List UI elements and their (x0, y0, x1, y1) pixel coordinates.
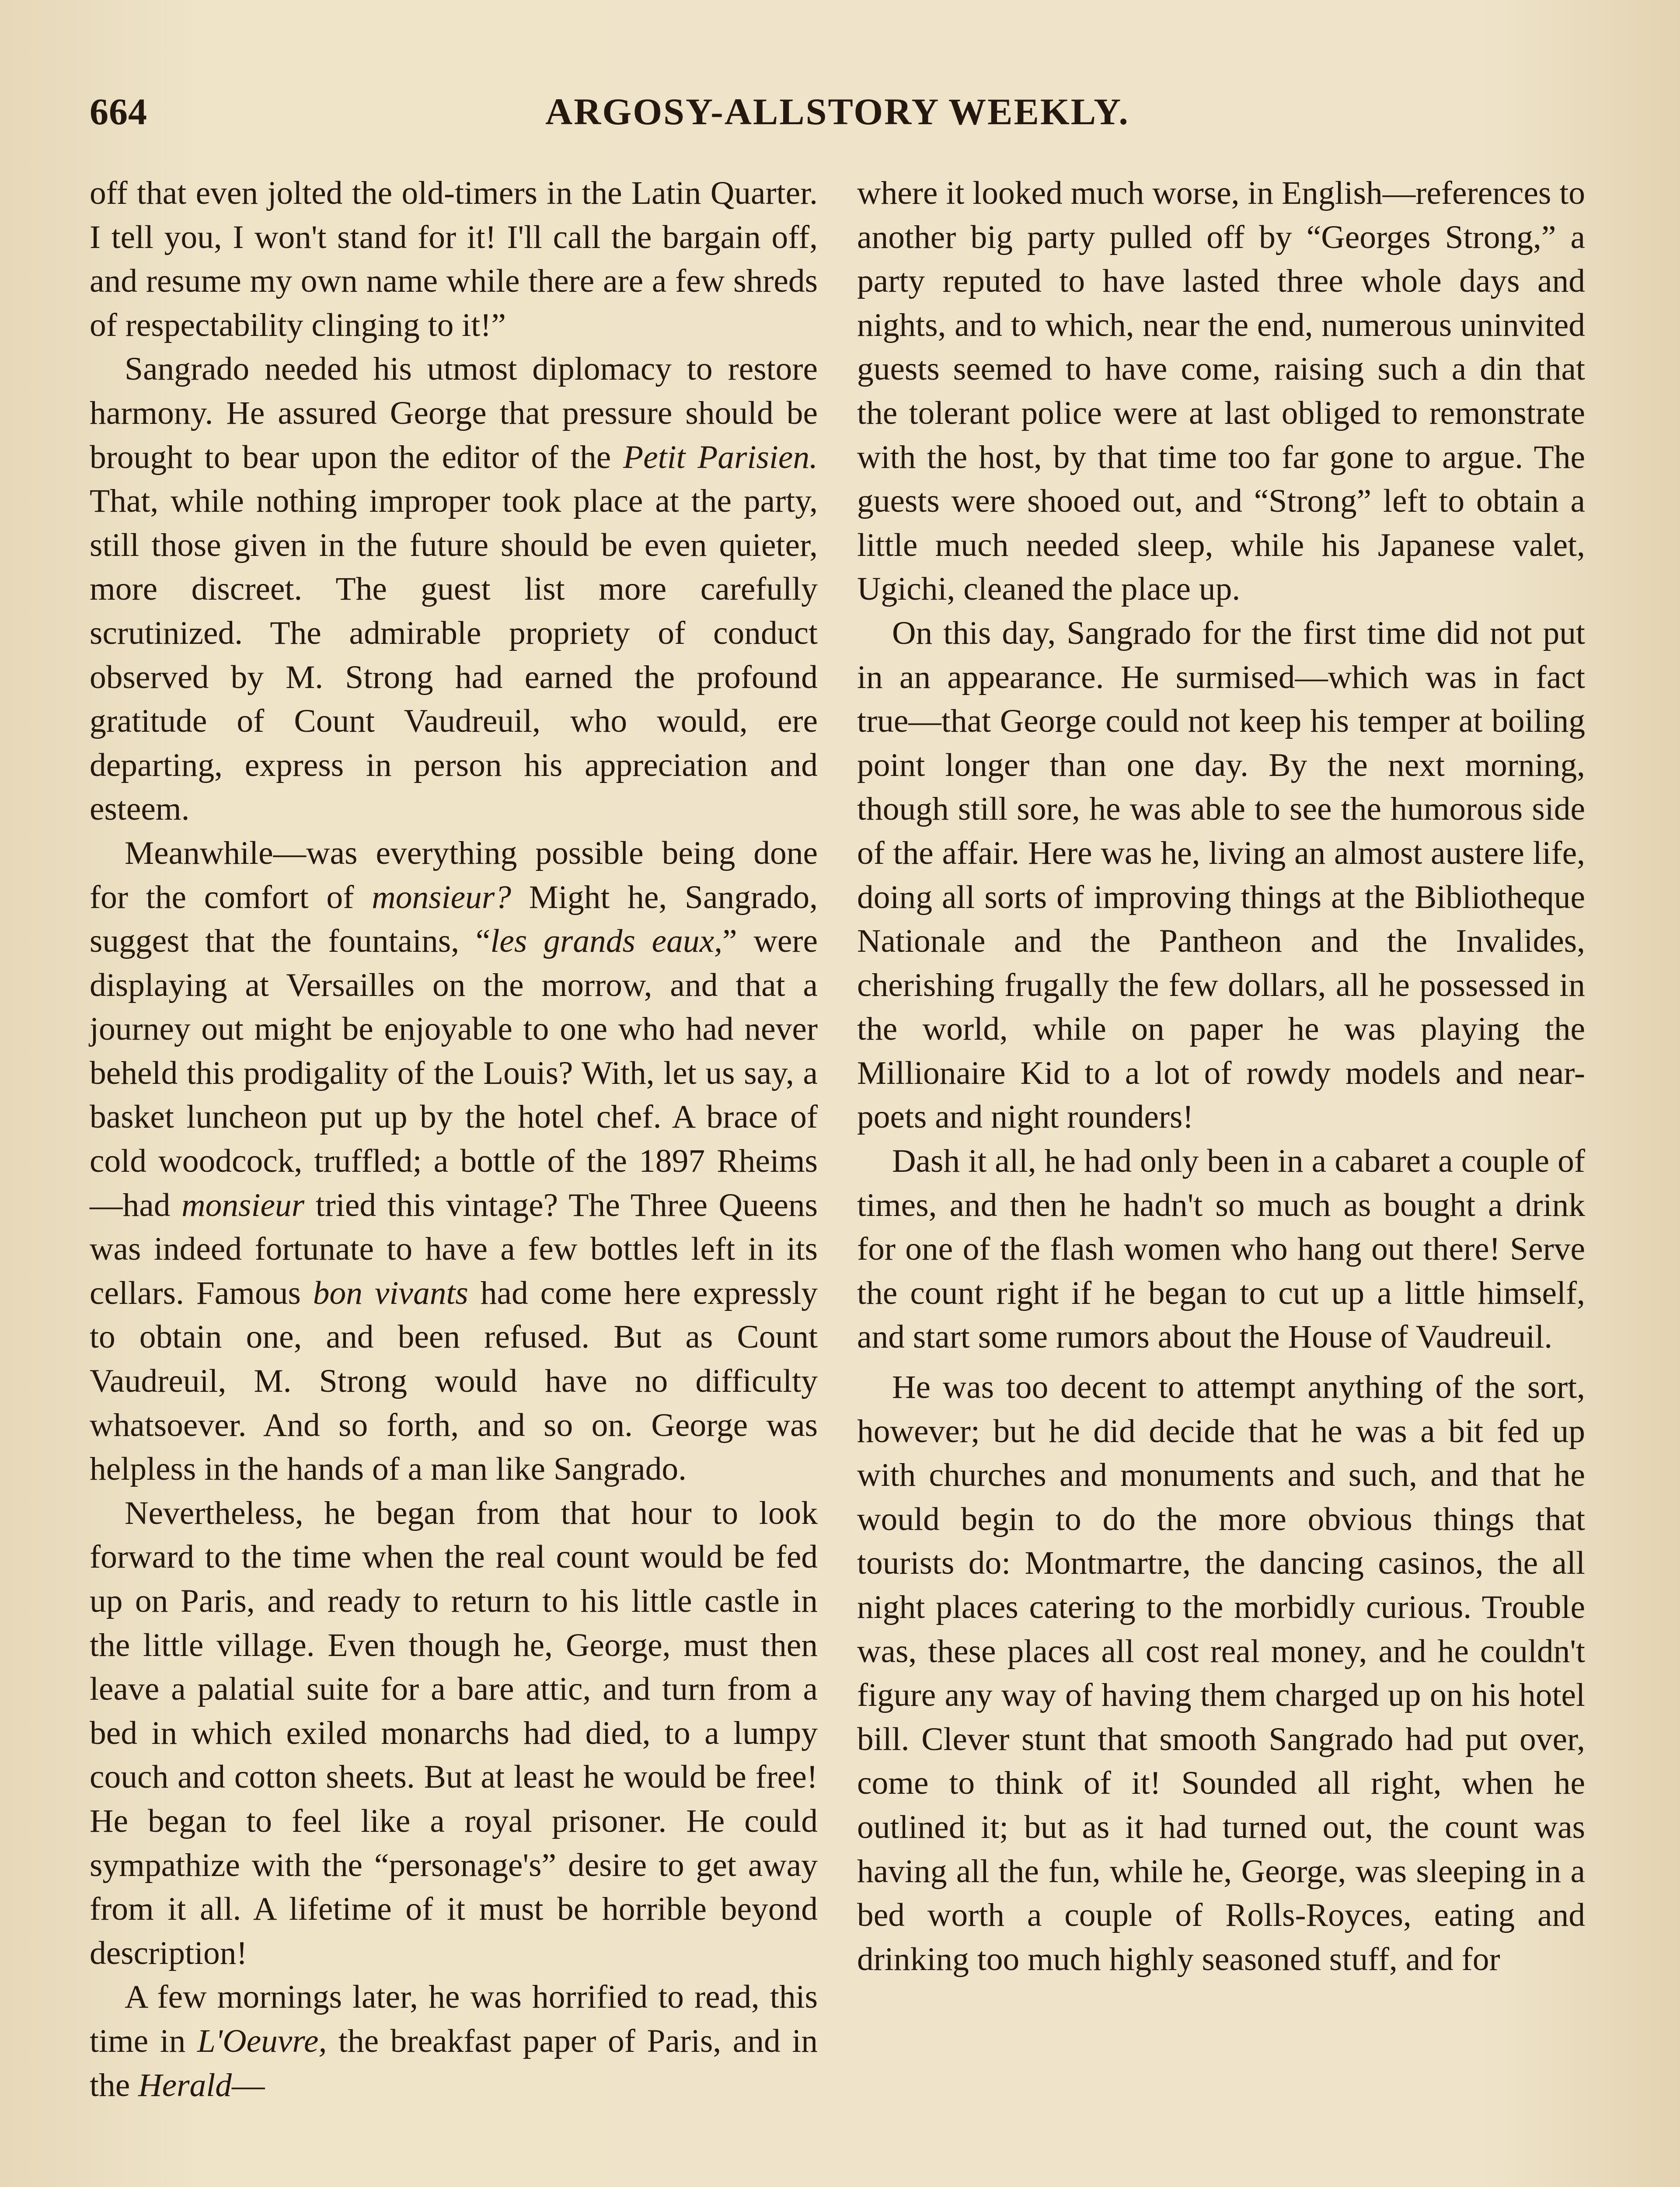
text-run: ” were displaying at Versailles on the morrow, and that a journey out might be enjoyable to one who had never beheld this prodigality of the Louis? With, let us say, a basket luncheon put up by the hotel chef. A brace of cold woodcock, truffled; a bottle of the 1897 Rheims—had (90, 923, 818, 1223)
text-run: Might he, Sangrado, suggest that the fountains, “ (90, 879, 818, 960)
text-run: Sangrado needed his utmost diplomacy to restore harmony. He assured George that pressure should be brought to bear upon the editor of the (90, 351, 818, 475)
text-run: — (232, 2067, 265, 2103)
running-head: ARGOSY-ALLSTORY WEEKLY. (545, 91, 1129, 133)
text-run: had come here expressly to obtain one, and been refused. But as Count Vaudreuil, M. Strong would have no difficulty whatsoever. And so forth, and so on. George was helpless in the hands of a man like Sangrado. (90, 1275, 818, 1488)
italic-text: bon vivants (313, 1275, 468, 1311)
paragraph (90, 1975, 818, 2107)
right-column (857, 171, 1585, 1981)
page-number: 664 (90, 91, 147, 133)
italic-text: monsieur? (372, 879, 511, 915)
text-run: Dash it all, he had only been in a cabaret a couple of times, and then he hadn't so much as bought a drink for one of the flash women who hang out there! Serve the count right if he began to cut up a little himself, and start some rumors about the House of Vaudreuil. (857, 1143, 1585, 1356)
paragraph (90, 171, 818, 347)
text-run: He was too decent to attempt anything of the sort, however; but he did decide that he was a bit fed up with churches and monuments and such, and that he would begin to do the more obvious things that tourists do: Montmartre, the dancing casinos, the all night places catering to the morbidly curious. Trouble was, these places all cost real money, and he couldn't figure any way of having them charged up on his hotel bill. Clever stunt that smooth Sangrado had put over, come to think of it! Sounded all right, when he outlined it; but as it had turned out, the count was having all the fun, while he, George, was sleeping in a bed worth a couple of Rolls-Royces, eating and drinking too much highly seasoned stuff, and for (857, 1369, 1585, 1977)
text-run: A few mornings later, he was horrified to read, this time in (90, 1979, 818, 2059)
text-run: tried this vintage? The Three Queens was indeed fortunate to have a few bottles left in its cellars. Famous (90, 1187, 818, 1311)
italic-text: L'Oeuvre, (197, 2023, 327, 2059)
text-run: Nevertheless, he began from that hour to look forward to the time when the real count would be fed up on Paris, and ready to return to his little castle in the little village. Even though he, George, must then leave a palatial suite for a bare attic, and turn from a bed in which exiled monarchs had died, to a lumpy couch and cotton sheets. But at least he would be free! He began to feel like a royal prisoner. He could sympathize with the “personage's” desire to get away from it all. A lifetime of it must be horrible beyond description! (90, 1495, 818, 1971)
paragraph (90, 1492, 818, 1976)
text-run: the breakfast paper of Paris, and in the (90, 2023, 818, 2103)
left-column (90, 171, 818, 2107)
paragraph (90, 347, 818, 831)
italic-text: Herald (138, 2067, 232, 2103)
paragraph (90, 831, 818, 1492)
paragraph (857, 1366, 1585, 1981)
italic-text: monsieur (181, 1187, 305, 1223)
italic-text: les grands eaux, (490, 923, 723, 960)
paragraph (857, 171, 1585, 611)
italic-text: Petit Parisien. (623, 439, 818, 475)
text-run: where it looked much worse, in English—references to another big party pulled off by “Georges Strong,” a party reputed to have lasted three whole days and nights, and to which, near the end, numerous uninvited guests seemed to have come, raising such a din that the tolerant police were at last obliged to remonstrate with the host, by that time too far gone to argue. The guests were shooed out, and “Strong” left to obtain a little much needed sleep, while his Japanese valet, Ugichi, cleaned the place up. (857, 175, 1585, 608)
text-run: That, while nothing improper took place at the party, still those given in the future should be even quieter, more discreet. The guest list more carefully scrutinized. The admirable propriety of conduct observed by M. Strong had earned the profound gratitude of Count Vaudreuil, who would, ere departing, express in person his appreciation and esteem. (90, 483, 818, 828)
text-run: Meanwhile—was everything possible being done for the comfort of (90, 835, 818, 915)
page-header (90, 90, 1585, 138)
text-run: off that even jolted the old-timers in the Latin Quarter. I tell you, I won't stand for it! I'll call the bargain off, and resume my own name while there are a few shreds of respectability clinging to it!” (90, 175, 818, 343)
paragraph (857, 611, 1585, 1139)
text-run: On this day, Sangrado for the first time did not put in an appearance. He surmised—which was in fact true—that George could not keep his temper at boiling point longer than one day. By the next morning, though still sore, he was able to see the humorous side of the affair. Here was he, living an almost austere life, doing all sorts of improving things at the Bibliotheque Nationale and the Pantheon and the Invalides, cherishing frugally the few dollars, all he possessed in the world, while on paper he was playing the Millionaire Kid to a lot of rowdy models and near-poets and night rounders! (857, 615, 1585, 1135)
paragraph (857, 1139, 1585, 1359)
